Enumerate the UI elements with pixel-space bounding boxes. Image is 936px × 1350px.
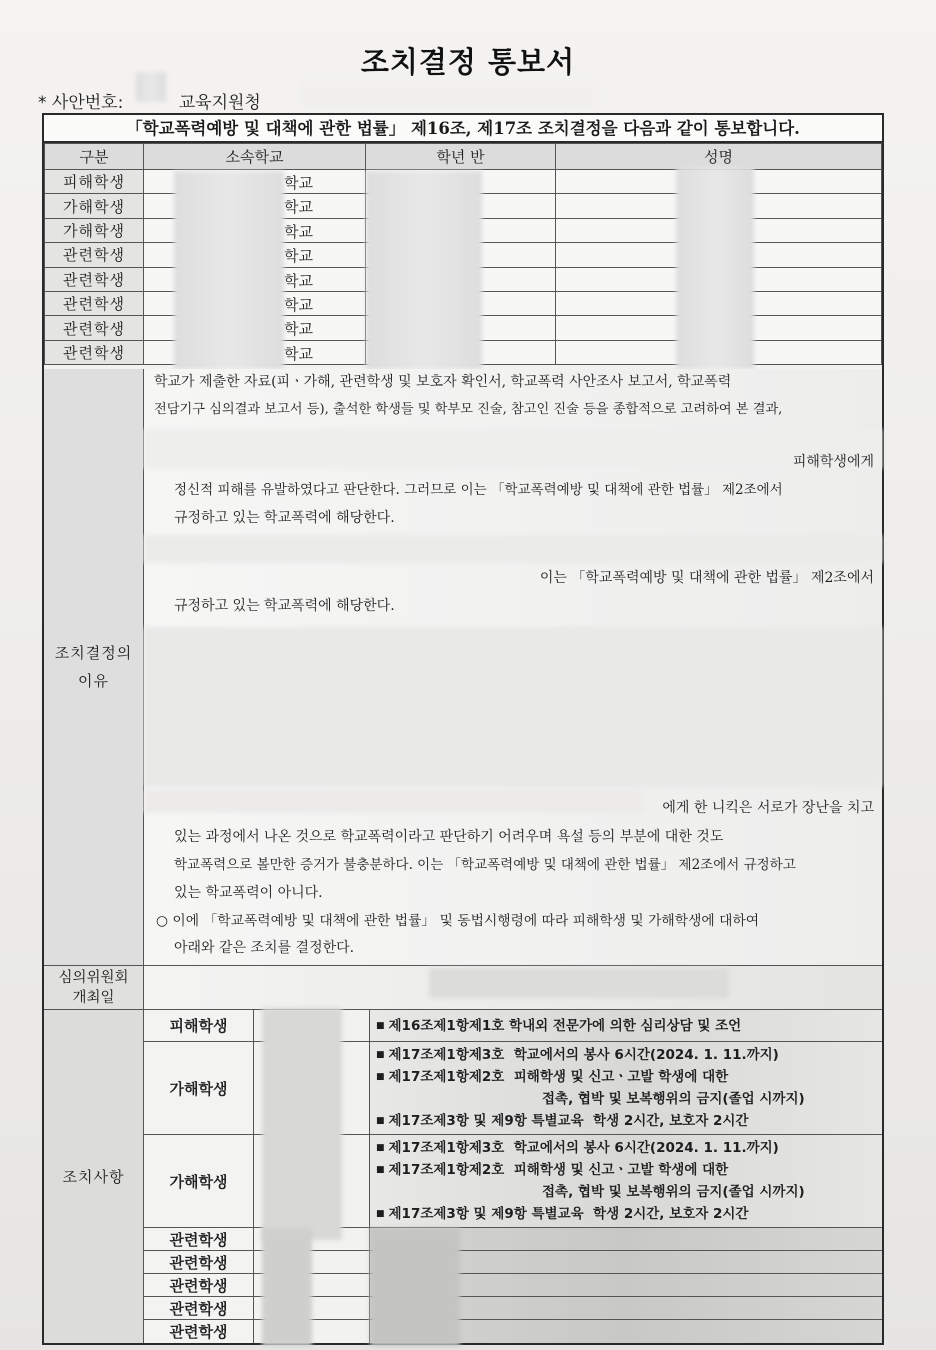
meeting-date-value — [144, 966, 882, 1010]
action-row-offender — [144, 1135, 882, 1228]
action-row-related — [144, 1251, 882, 1274]
col-header-class: 학년 반 — [366, 144, 556, 170]
table-header-row — [45, 144, 882, 170]
col-header-name: 성명 — [556, 144, 882, 170]
student-type: 가해학생 — [45, 194, 144, 218]
redacted-related-names — [262, 1228, 312, 1346]
student-type: 관련학생 — [45, 291, 144, 315]
redacted-text — [144, 535, 882, 563]
conclusion-text: ○ 이에 「학교폭력예방 및 대책에 관한 법률」 및 동법시행령에 따라 피해학생 및 가해학생에 대하여 — [156, 913, 760, 929]
legal-notice: 「학교폭력예방 및 대책에 관한 법률」 제16조, 제17조 조치결정을 다음과 같이 통보합니다. — [44, 115, 882, 143]
meeting-date-label-line1: 심의위원회 — [58, 969, 129, 986]
case-number-label: * 사안번호: — [38, 93, 124, 113]
school-suffix: 학교 — [284, 222, 313, 241]
reason-label — [44, 369, 144, 966]
document-title: 조치결정 통보서 — [360, 45, 576, 79]
reason-text: 피해학생에게 — [792, 454, 874, 470]
student-type: 피해학생 — [45, 170, 144, 194]
reason-text: 규정하고 있는 학교폭력에 해당한다. — [174, 510, 395, 526]
measure-item: ■ 제17조제1항제3호 학교에서의 봉사 6시간(2024. 1. 11.까지) — [376, 1140, 779, 1156]
action-student-type: 관련학생 — [144, 1251, 254, 1273]
measure-item: ■ 제17조제1항제2호 피해학생 및 신고ㆍ고발 학생에 대한 — [376, 1069, 729, 1085]
reason-text: 학교가 제출한 자료(피ㆍ가해, 관련학생 및 보호자 확인서, 학교폭력 사안조사 보고서, 학교폭력 — [154, 374, 732, 390]
action-measures — [369, 1042, 882, 1134]
col-header-type: 구분 — [45, 144, 144, 170]
redacted-text — [144, 627, 882, 787]
student-type: 관련학생 — [45, 316, 144, 340]
action-student-type: 관련학생 — [144, 1320, 254, 1343]
redacted-text — [144, 429, 882, 469]
school-suffix: 학교 — [284, 174, 313, 192]
measure-item: ■ 제17조제3항 및 제9항 특별교육 학생 2시간, 보호자 2시간 — [376, 1113, 749, 1129]
measure-item-continued: 접촉, 협박 및 보복행위의 금지(졸업 시까지) — [542, 1184, 805, 1200]
action-student-type: 관련학생 — [144, 1297, 254, 1319]
school-suffix: 학교 — [284, 344, 313, 363]
action-row-victim — [144, 1010, 882, 1042]
reason-text: 정신적 피해를 유발하였다고 판단한다. 그러므로 이는 「학교폭력예방 및 대책에 관한 법률」 제2조에서 — [174, 482, 783, 498]
action-row-related — [144, 1228, 882, 1251]
reason-body — [144, 369, 882, 966]
student-type: 관련학생 — [45, 340, 144, 364]
measure-item: ■ 제17조제3항 및 제9항 특별교육 학생 2시간, 보호자 2시간 — [376, 1206, 749, 1222]
measure-item: ■ 제16조제1항제1호 학내외 전문가에 의한 심리상담 및 조언 — [376, 1018, 742, 1034]
reason-text: 있는 학교폭력이 아니다. — [174, 885, 323, 901]
action-measures — [369, 1135, 882, 1227]
action-student-type: 관련학생 — [144, 1274, 254, 1296]
redacted-case-number — [136, 72, 166, 102]
action-row-related — [144, 1320, 882, 1343]
action-row-related — [144, 1297, 882, 1320]
meeting-date-label-line2: 개최일 — [72, 989, 115, 1006]
redacted-related-names — [370, 1228, 460, 1346]
reason-text: 전담기구 심의결과 보고서 등), 출석한 학생들 및 학부모 진술, 참고인 진술 등을 종합적으로 고려하여 본 결과, — [154, 402, 783, 417]
measure-item: ■ 제17조제1항제2호 피해학생 및 신고ㆍ고발 학생에 대한 — [376, 1162, 729, 1178]
measure-item-continued: 접촉, 협박 및 보복행위의 금지(졸업 시까지) — [542, 1091, 805, 1107]
action-student-type: 가해학생 — [144, 1042, 254, 1134]
notice-form — [42, 113, 884, 1345]
action-measures — [369, 1010, 882, 1041]
redacted-school-names — [174, 171, 284, 369]
action-row-offender — [144, 1042, 882, 1135]
redacted-classes — [366, 171, 482, 369]
school-suffix: 학교 — [284, 247, 313, 266]
measure-item: ■ 제17조제1항제3호 학교에서의 봉사 6시간(2024. 1. 11.까지) — [376, 1047, 779, 1063]
student-type: 관련학생 — [45, 243, 144, 267]
student-type: 관련학생 — [45, 267, 144, 291]
school-suffix: 학교 — [284, 198, 313, 217]
reason-text: 에게 한 니킥은 서로가 장난을 치고 — [662, 800, 874, 816]
action-student-type: 가해학생 — [144, 1135, 254, 1227]
reason-text: 있는 과정에서 나온 것으로 학교폭력이라고 판단하기 어려우며 욕설 등의 부분에 대한 것도 — [174, 829, 724, 845]
reason-label-line1: 조치결정의 — [54, 644, 133, 662]
action-student-type: 관련학생 — [144, 1228, 254, 1250]
action-row-related — [144, 1274, 882, 1297]
redacted-student-names — [676, 167, 754, 369]
reason-text: 학교폭력으로 볼만한 증거가 불충분하다. 이는 「학교폭력예방 및 대책에 관한 법률」 제2조에서 규정하고 — [174, 857, 796, 873]
redacted-text — [144, 789, 644, 813]
meeting-date-label — [44, 966, 144, 1010]
school-suffix: 학교 — [284, 320, 313, 339]
issuer-name: 교육지원청 — [178, 93, 261, 113]
reason-text: 이는 「학교폭력예방 및 대책에 관한 법률」 제2조에서 — [539, 570, 874, 586]
redacted-issuer-detail — [300, 80, 600, 106]
school-suffix: 학교 — [284, 271, 313, 290]
redacted-date — [429, 968, 729, 998]
conclusion-text: 아래와 같은 조치를 결정한다. — [174, 940, 355, 956]
redacted-action-names — [262, 1008, 342, 1240]
school-suffix: 학교 — [284, 295, 313, 314]
student-type: 가해학생 — [45, 218, 144, 242]
action-student-type: 피해학생 — [144, 1010, 254, 1041]
actions-label: 조치사항 — [44, 1010, 144, 1343]
reason-label-line2: 이유 — [78, 672, 109, 690]
reason-text: 규정하고 있는 학교폭력에 해당한다. — [174, 598, 395, 614]
col-header-school: 소속학교 — [144, 144, 366, 170]
